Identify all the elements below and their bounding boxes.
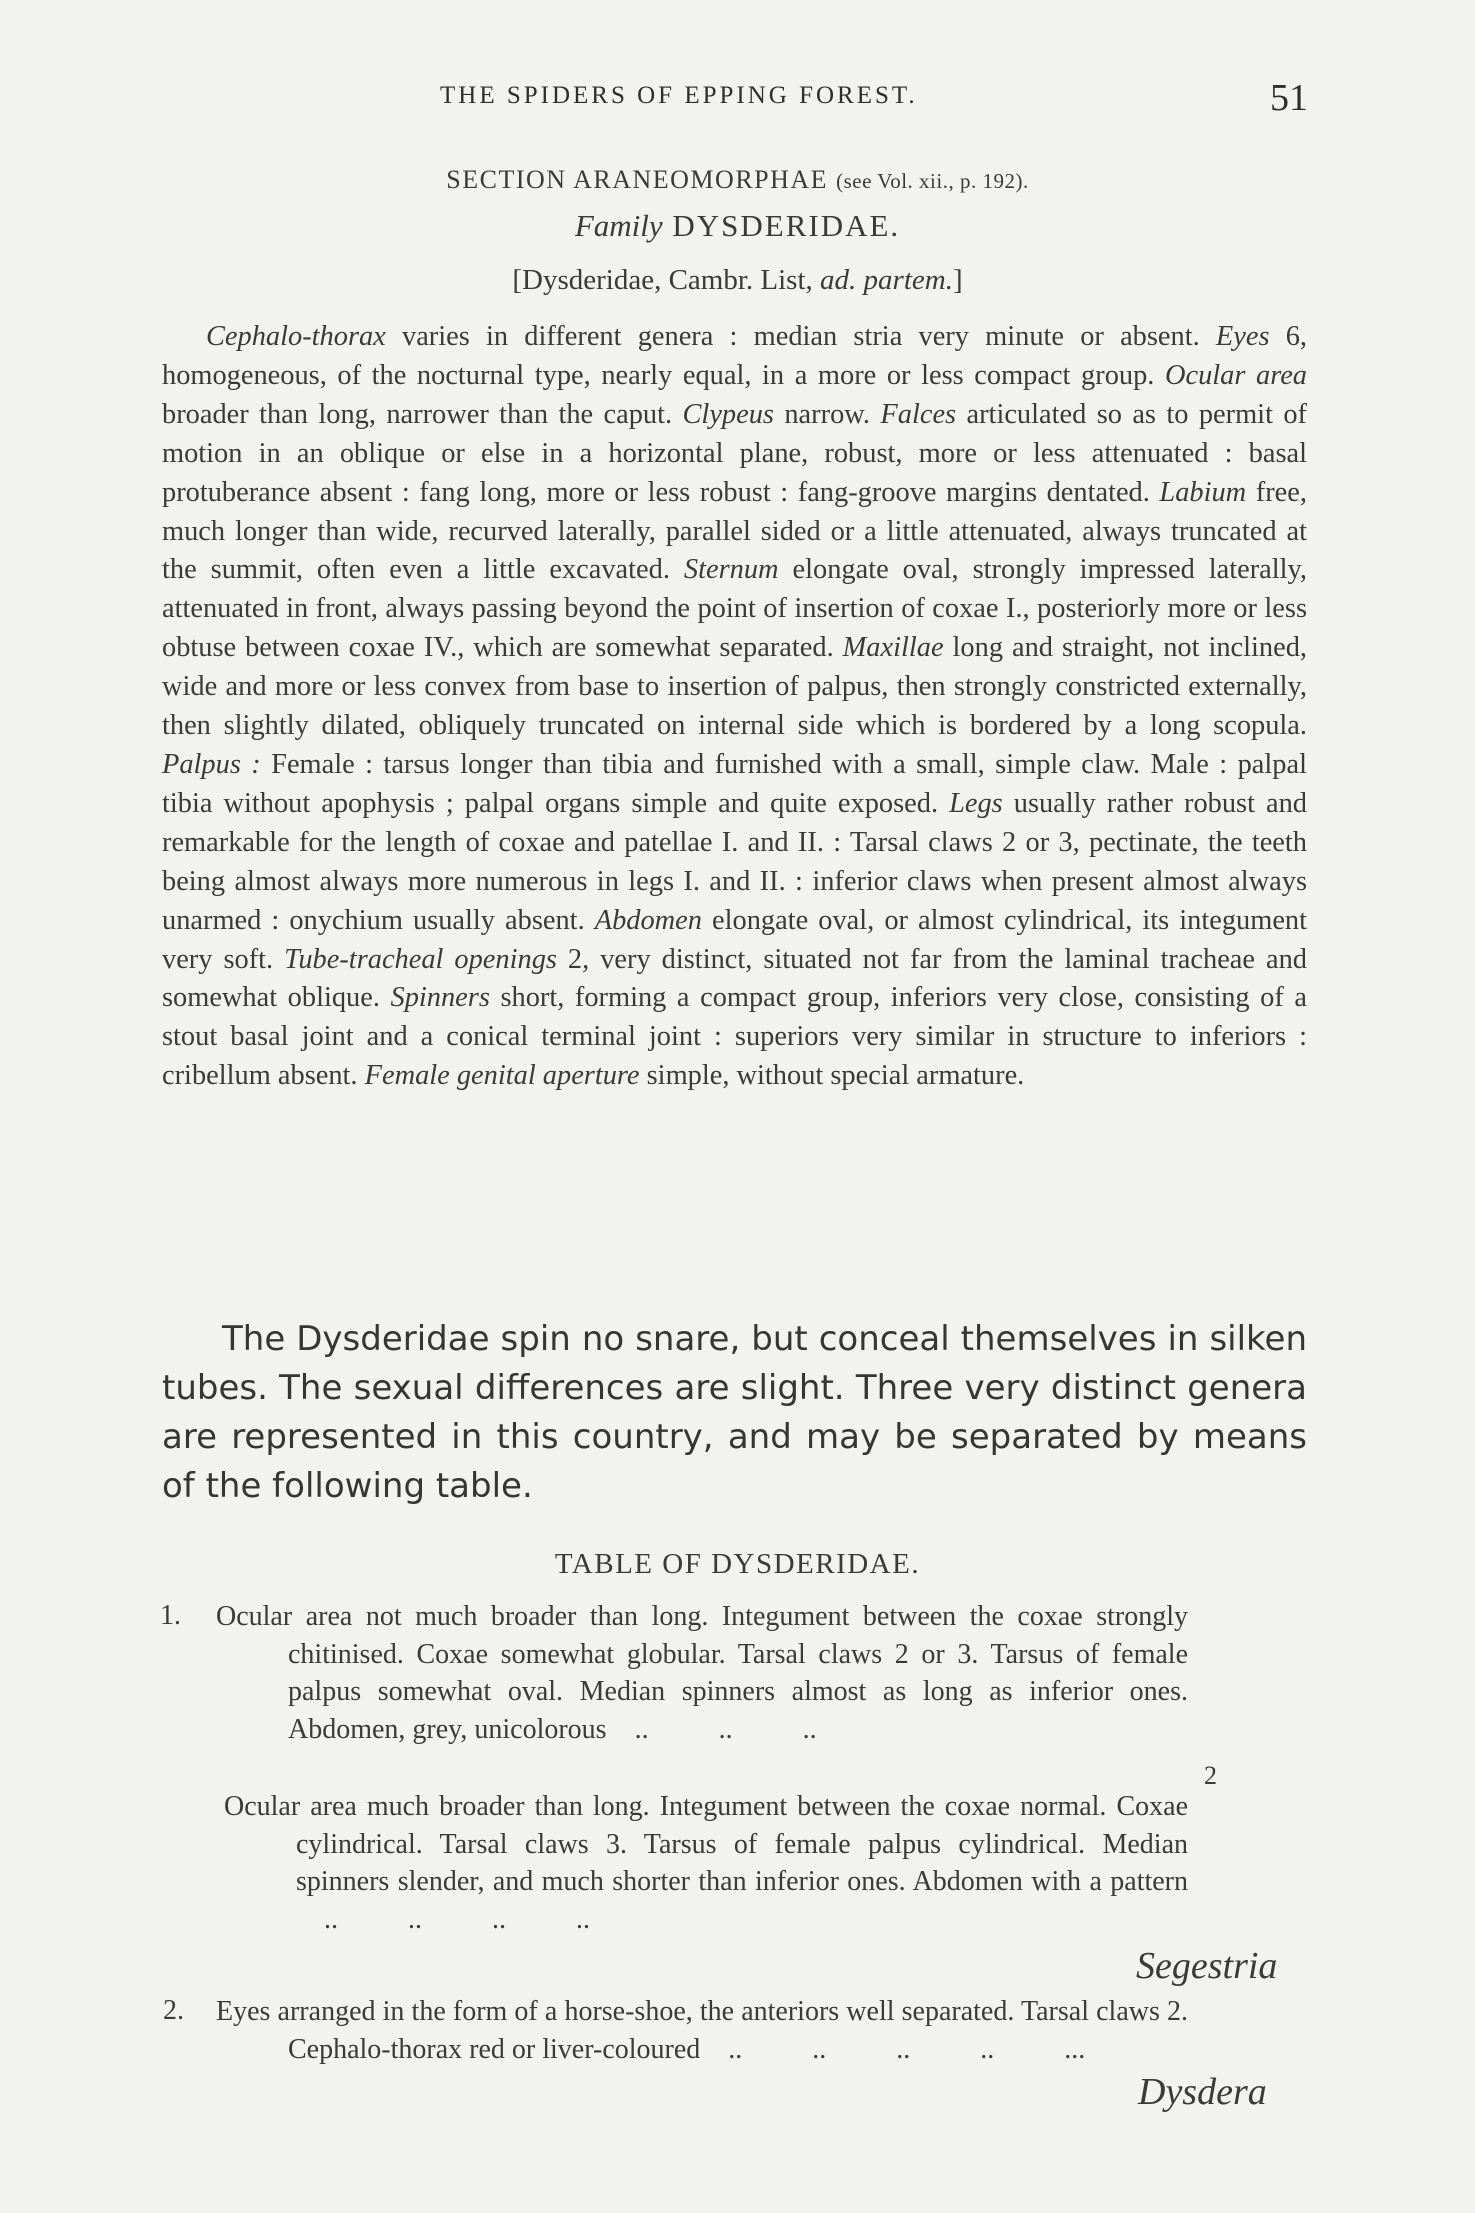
description-term: Cephalo-thorax xyxy=(206,321,386,352)
description-term: Tube-tracheal openings xyxy=(284,943,557,975)
family-name: DYSDERIDAE. xyxy=(672,208,901,243)
key-entry-description: Ocular area not much broader than long. Integument between the coxae strongly chitinised. Coxae somewhat globular. Tarsal claws 2 or 3. Tarsus of female palpus somewhat oval. Median spinners almost as long as inferior ones. Abdomen, grey, unicolorous xyxy=(216,1601,1188,1745)
description-text: Female : tarsus longer than tibia and furnished with a small, simple claw. Male : palpal tibia without apophysis ; palpal organs simple and quite exposed. xyxy=(162,748,1307,819)
description-text: articulated so as to permit of motion in an oblique or else in a horizontal plane, robust, more or less attenuated : basal protuberance absent : fang long, more or less robust : fang-groove margins dentated. xyxy=(162,398,1308,508)
description-text: free, much longer than wide, recurved laterally, parallel sided or a little attenuated, always truncated at the summit, often even a little excavated. xyxy=(162,476,1307,586)
description-text: short, forming a compact group, inferiors very close, consisting of a stout basal joint and a conical terminal joint : superiors very similar in structure to inferiors : cribellum absent. xyxy=(162,982,1308,1092)
key-entry-target: 2 xyxy=(1204,1761,1217,1790)
summary-text: The Dysderidae spin no snare, but conceal themselves in silken tubes. The sexual differences are slight. Three very distinct genera are represented in this country, and may be separated by means of the following table. xyxy=(162,1319,1307,1506)
description-term: Clypeus xyxy=(682,398,774,430)
table-title: TABLE OF DYSDERIDAE. xyxy=(554,1548,921,1580)
section-title: SECTION ARANEOMORPHAE xyxy=(446,165,829,194)
cambr-ref-suffix: ] xyxy=(952,264,963,296)
description-text: elongate oval, or almost cylindrical, its integument very soft. xyxy=(162,904,1308,975)
cambr-ref-italic: ad. partem. xyxy=(820,264,953,296)
key-entry-target: Segestria xyxy=(1136,1945,1278,1987)
description-term: Spinners xyxy=(390,982,490,1014)
page-number: 51 xyxy=(1270,77,1308,119)
description-term: Eyes xyxy=(1215,321,1270,352)
description-text: broader than long, narrower than the caput. xyxy=(162,398,683,430)
description-term: Legs xyxy=(949,787,1003,819)
key-entry-text xyxy=(216,1993,1188,2068)
description-term: Labium xyxy=(1159,476,1247,508)
description-text: 2, very distinct, situated not far from the laminal tracheae and somewhat oblique. xyxy=(162,943,1307,1014)
description-text: narrow. xyxy=(773,398,881,430)
key-entry-text xyxy=(216,1598,1188,1748)
dot-leader: .. .. .. .. xyxy=(296,1903,590,1935)
key-entry-description: Eyes arranged in the form of a horse-shoe, the anteriors well separated. Tarsal claws 2. Cephalo-thorax red or liver-coloured xyxy=(216,1996,1188,2065)
description-text: usually rather robust and remarkable for the length of coxae and patellae I. and II. : Tarsal claws 2 or 3, pectinate, the teeth being almost always more numerous in legs I. and II. : inferior claws when present almost always unarmed : onychium usually absent. xyxy=(162,787,1307,936)
key-entry-description: Ocular area much broader than long. Integument between the coxae normal. Coxae cylindrical. Tarsal claws 3. Tarsus of female palpus cylindrical. Median spinners slender, and much shorter than inferior ones. Abdomen with a pattern xyxy=(224,1791,1188,1897)
description-term: Palpus : xyxy=(162,748,261,780)
description-term: Maxillae xyxy=(842,632,944,664)
family-label: Family xyxy=(574,208,663,243)
description-term: Ocular area xyxy=(1164,359,1308,391)
description-term: Abdomen xyxy=(594,904,702,936)
description-text: long and straight, not inclined, wide and more or less convex from base to insertion of palpus, then strongly constricted externally, then slightly dilated, obliquely truncated on internal side which is bordered by a long scopula. xyxy=(162,632,1307,742)
description-term: Falces xyxy=(880,398,957,430)
description-term: Sternum xyxy=(683,554,779,586)
cambr-ref-prefix: [Dysderidae, Cambr. List, xyxy=(512,264,813,296)
key-entry-text xyxy=(224,1788,1188,1938)
key-entry-number: 2. xyxy=(163,1995,184,2026)
key-entry-number: 1. xyxy=(160,1600,181,1631)
dot-leader: .. .. .. xyxy=(606,1713,817,1745)
key-entry-target: Dysdera xyxy=(1138,2071,1267,2113)
description-term: Female genital aperture xyxy=(364,1060,640,1092)
description-text: 6, homogeneous, of the nocturnal type, nearly equal, in a more or less compact group. xyxy=(162,321,1307,391)
running-head: THE SPIDERS OF EPPING FOREST. xyxy=(440,82,918,109)
section-reference: (see Vol. xii., p. 192). xyxy=(836,169,1029,193)
description-text: simple, without special armature. xyxy=(639,1060,1025,1092)
dot-leader: .. .. .. .. ... xyxy=(700,2033,1086,2065)
description-text: varies in different genera : median stria very minute or absent. xyxy=(385,321,1216,352)
description-text: elongate oval, strongly impressed laterally, attenuated in front, always passing beyond the point of insertion of coxae I., posteriorly more or less obtuse between coxae IV., which are somewhat separated. xyxy=(162,554,1307,664)
